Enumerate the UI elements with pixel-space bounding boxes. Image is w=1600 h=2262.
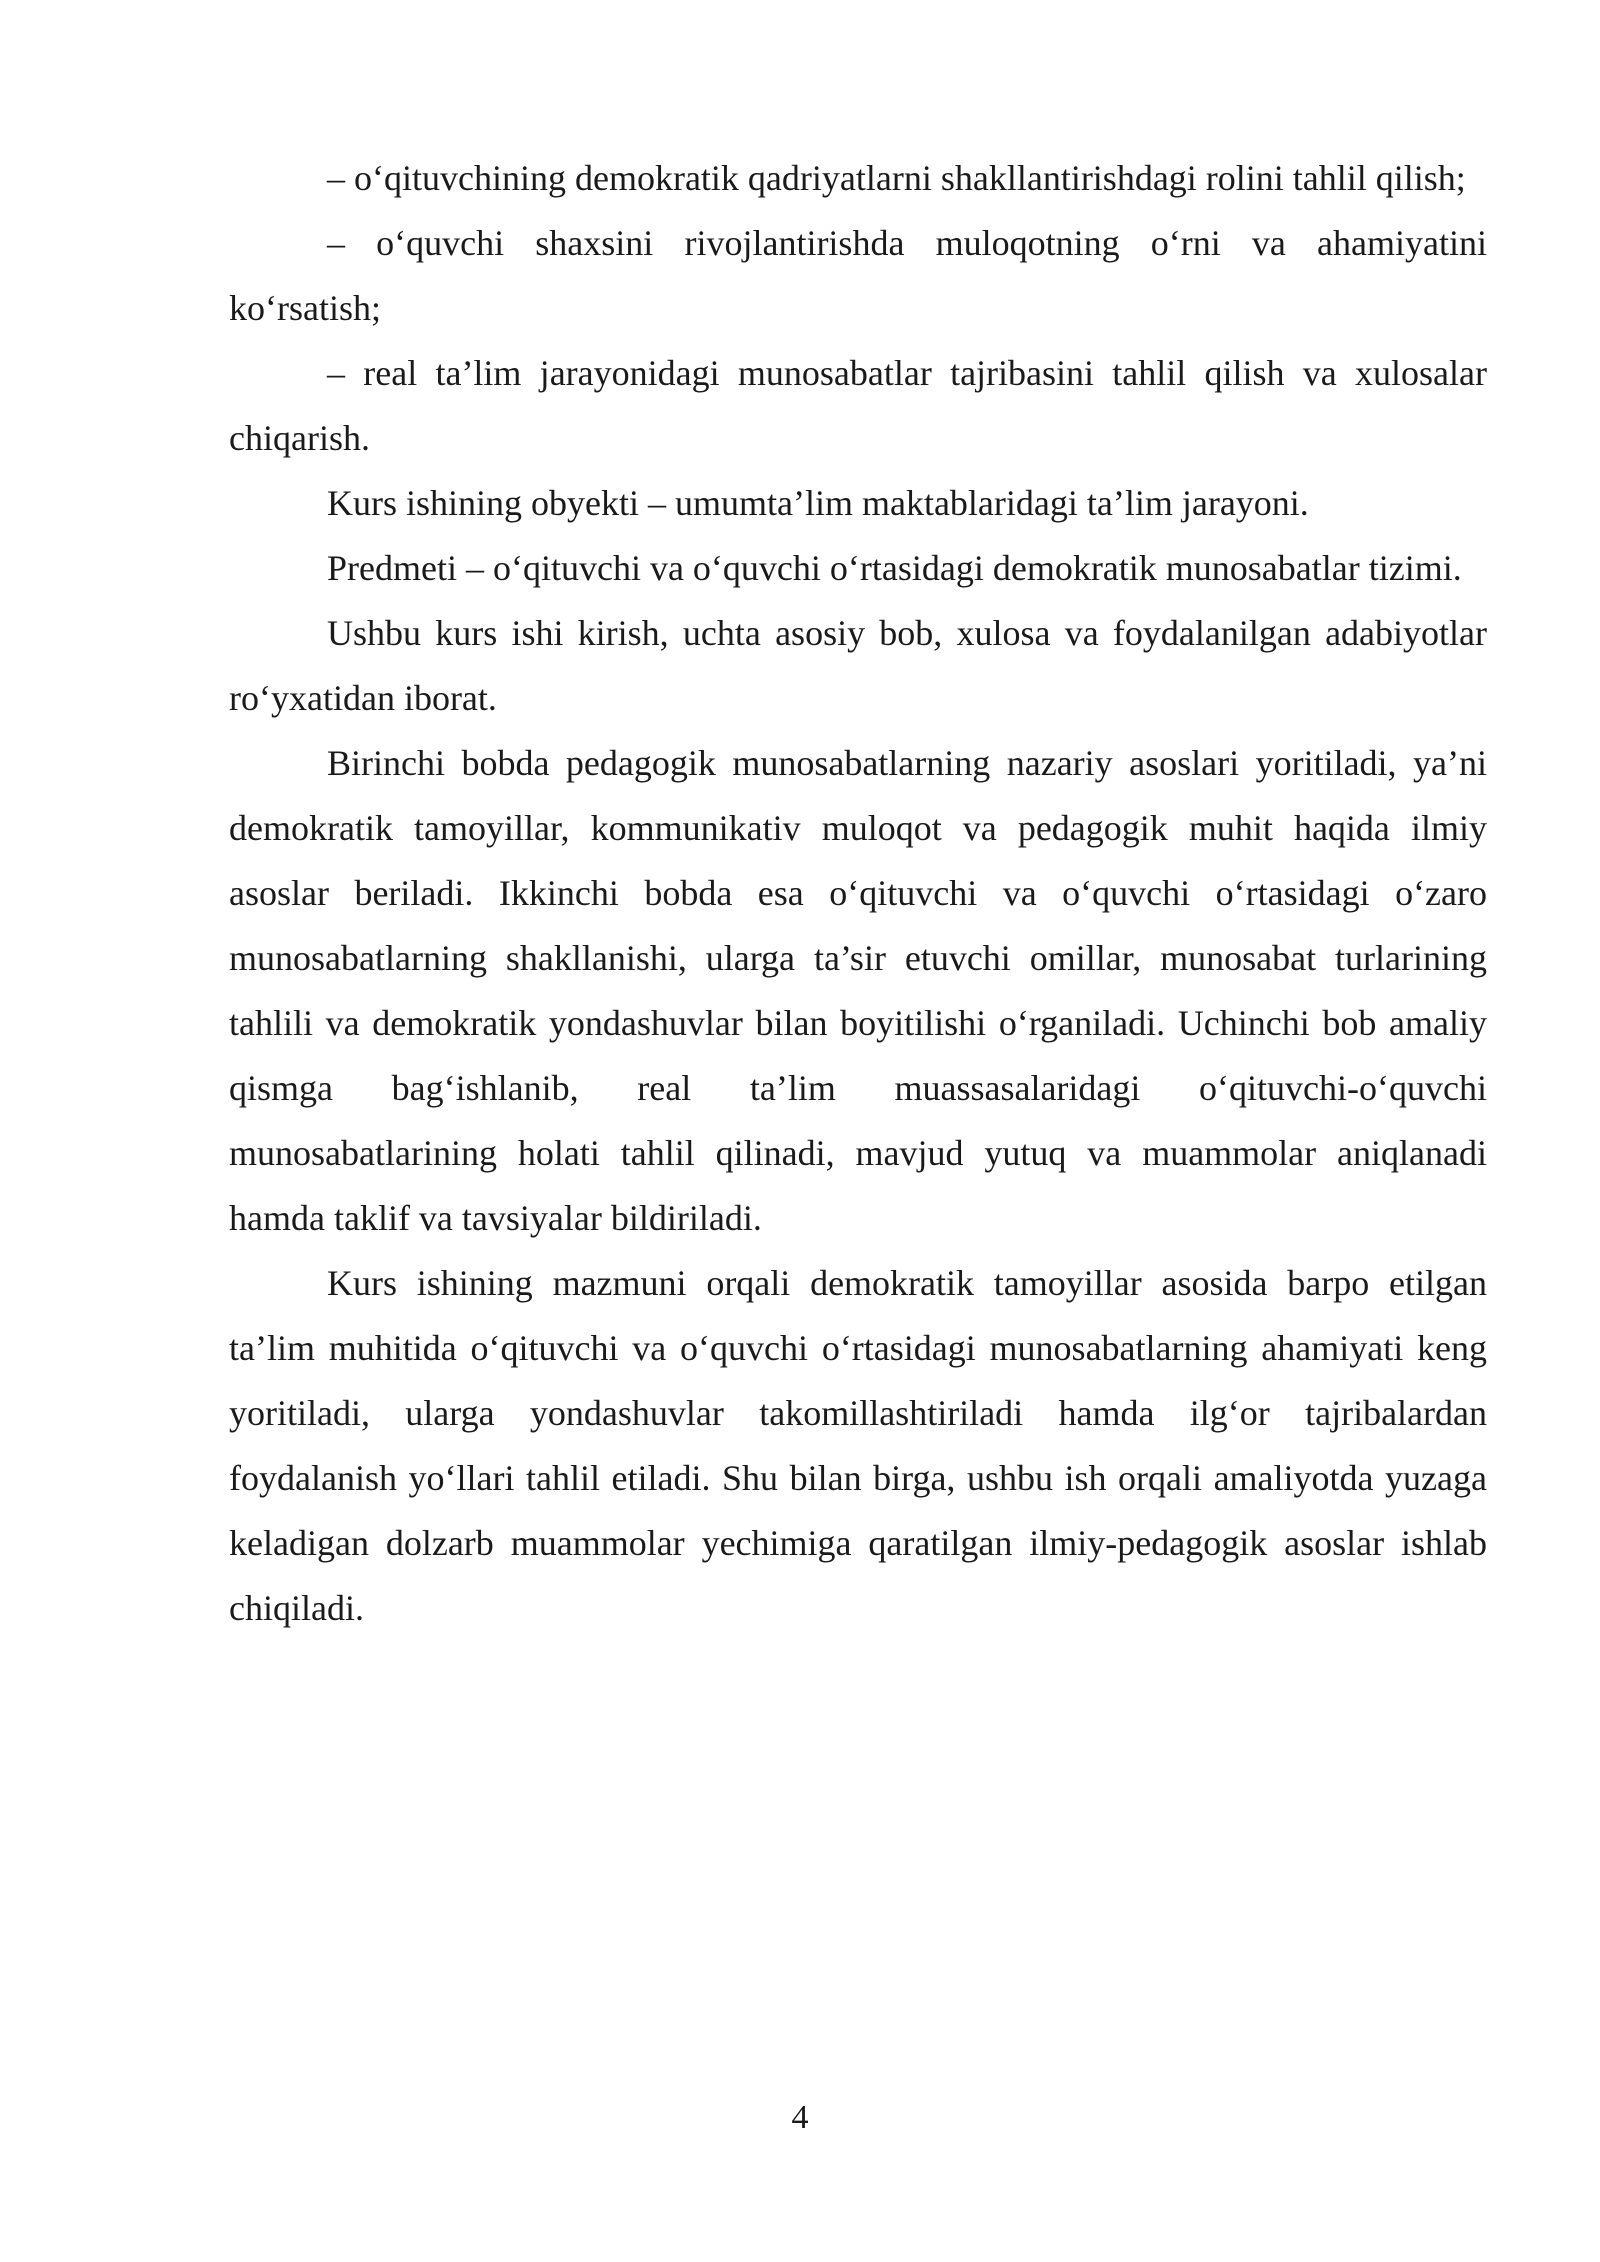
chapters-paragraph: Birinchi bobda pedagogik munosabatlarning nazariy asoslari yoritiladi, ya’ni demokratik tamoyillar, kommunikativ muloqot va pedagogik muhit haqida ilmiy asoslar beriladi. Ikkinchi bobda esa o‘qituvchi va o‘quvchi o‘rtasidagi o‘zaro munosabatlarning shakllanishi, ularga ta’sir etuvchi omillar, munosabat turlarining tahlili va demokratik yondashuvlar bilan boyitilishi o‘rganiladi. Uchinchi bob amaliy qismga bag‘ishlanib, real ta’lim muassasalaridagi o‘qituvchi-o‘quvchi munosabatlarining holati tahlil qilinadi, mavjud yutuq va muammolar aniqlanadi hamda taklif va tavsiyalar bildiriladi. (229, 743, 1487, 1238)
subject-paragraph: Predmeti – o‘qituvchi va o‘quvchi o‘rtasidagi demokratik munosabatlar tizimi. (327, 548, 1462, 588)
content-summary-paragraph: Kurs ishining mazmuni orqali demokratik tamoyillar asosida barpo etilgan ta’lim muhitida o‘qituvchi va o‘quvchi o‘rtasidagi munosabatlarning ahamiyati keng yoritiladi, ularga yondashuvlar takomillashtiriladi hamda ilg‘or tajribalardan foydalanish yo‘llari tahlil etiladi. Shu bilan birga, ushbu ish orqali amaliyotda yuzaga keladigan dolzarb muammolar yechimiga qaratilgan ilmiy-pedagogik asoslar ishlab chiqiladi. (229, 1263, 1487, 1628)
bullet-paragraph-1: – o‘qituvchining demokratik qadriyatlarni shakllantirishdagi rolini tahlil qilish; (327, 158, 1466, 198)
object-paragraph: Kurs ishining obyekti – umumta’lim maktablaridagi ta’lim jarayoni. (327, 483, 1309, 523)
structure-paragraph: Ushbu kurs ishi kirish, uchta asosiy bob, xulosa va foydalanilgan adabiyotlar ro‘yxatidan iborat. (229, 613, 1487, 718)
page-number: 4 (791, 2099, 809, 2136)
bullet-paragraph-3: – real ta’lim jarayonidagi munosabatlar tajribasini tahlil qilish va xulosalar chiqarish. (229, 353, 1487, 458)
page-body (229, 146, 1487, 1641)
bullet-paragraph-2: – o‘quvchi shaxsini rivojlantirishda muloqotning o‘rni va ahamiyatini ko‘rsatish; (229, 223, 1487, 328)
